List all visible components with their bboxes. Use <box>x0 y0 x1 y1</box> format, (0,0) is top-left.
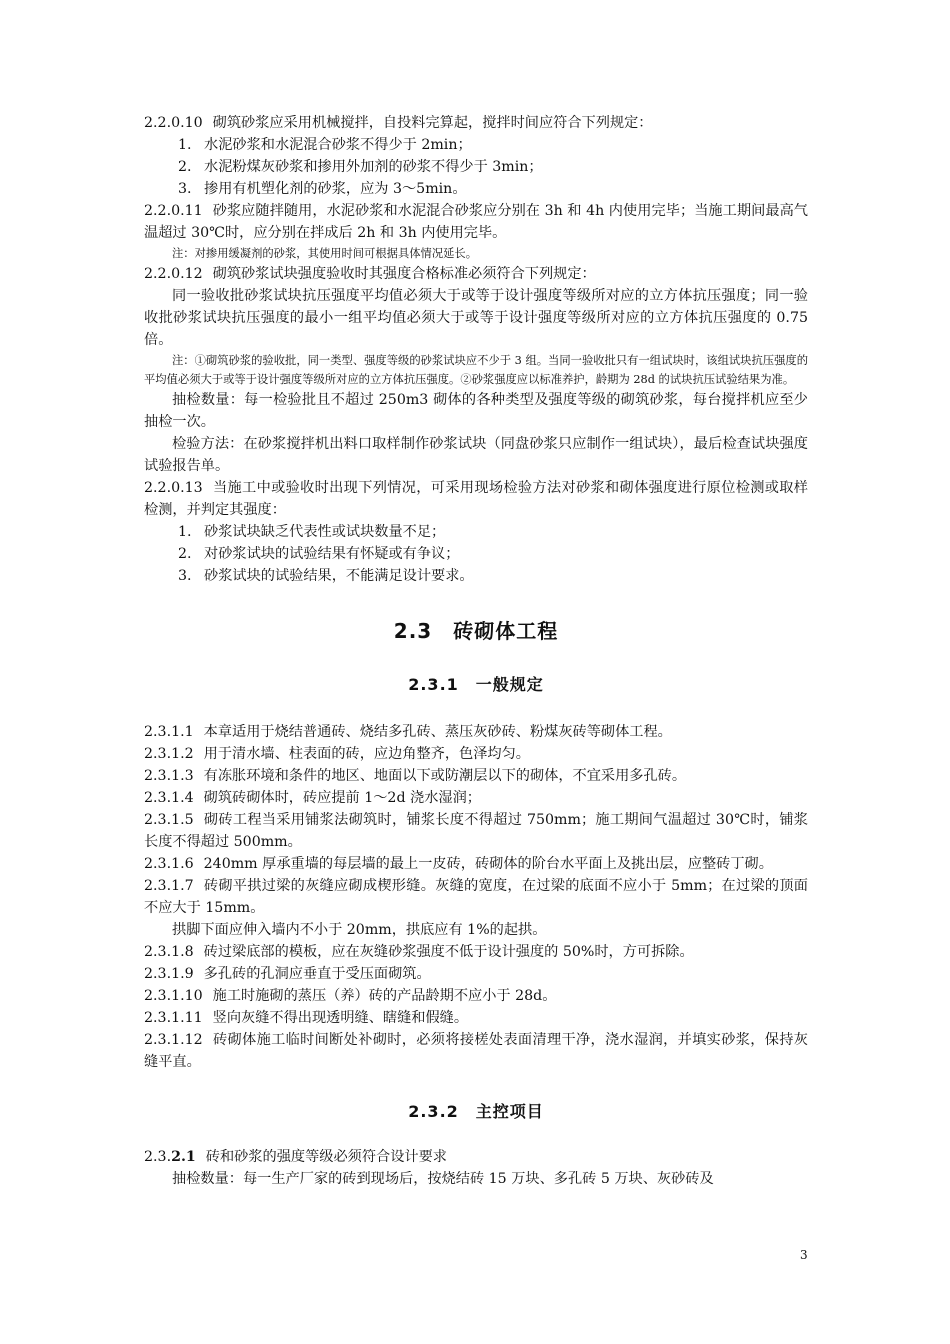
paragraph-method: 检验方法：在砂浆搅拌机出料口取样制作砂浆试块（同盘砂浆只应制作一组试块），最后检查试块强度试验报告单。 <box>144 436 808 474</box>
clause-2-3-2-1: 2.3.2.1 砖和砂浆的强度等级必须符合设计要求 <box>144 1149 447 1165</box>
paragraph-sampling: 抽检数量：每一生产厂家的砖到现场后，按烧结砖 15 万块、多孔砖 5 万块、灰砂砖及 <box>172 1171 714 1187</box>
page-number: 3 <box>800 1248 808 1262</box>
clause-2-3-1-10: 2.3.1.10 施工时施砌的蒸压（养）砖的产品龄期不应小于 28d。 <box>144 988 557 1004</box>
clause-2-3-1-11: 2.3.1.11 竖向灰缝不得出现透明缝、瞎缝和假缝。 <box>144 1010 469 1026</box>
clause-2-2-0-12: 2.2.0.12 砌筑砂浆试块强度验收时其强度合格标准必须符合下列规定： <box>144 266 596 282</box>
clause-2-3-1-4: 2.3.1.4 砌筑砖砌体时，砖应提前 1～2d 浇水湿润； <box>144 790 481 806</box>
clause-2-3-1-2: 2.3.1.2 用于清水墙、柱表面的砖，应边角整齐，色泽均匀。 <box>144 746 530 762</box>
clause-2-3-1-8: 2.3.1.8 砖过梁底部的模板，应在灰缝砂浆强度不低于设计强度的 50%时，方可拆除。 <box>144 944 694 960</box>
heading-2-3: 2.3 砖砌体工程 <box>393 619 559 643</box>
clause-2-3-1-7: 2.3.1.7 砖砌平拱过梁的灰缝应砌成楔形缝。灰缝的宽度，在过梁的底面不应小于 5mm；在过梁的顶面不应大于 15mm。 <box>144 878 808 916</box>
section-2-3-2 <box>144 1146 808 1190</box>
clause-2-3-1-12: 2.3.1.12 砖砌体施工临时间断处补砌时，必须将接槎处表面清理干净，浇水湿润，并填实砂浆，保持灰缝平直。 <box>144 1032 808 1070</box>
section-2-3-1 <box>144 721 808 1073</box>
clause-2-2-0-11: 2.2.0.11 砂浆应随拌随用，水泥砂浆和水泥混合砂浆应分别在 3h 和 4h 内使用完毕；当施工期间最高气温超过 30℃时，应分别在拌成后 2h 和 3h 内使用完毕。 <box>144 203 808 241</box>
paragraph: 拱脚下面应伸入墙内不小于 20mm，拱底应有 1%的起拱。 <box>172 922 547 938</box>
clause-2-2-0-13: 2.2.0.13 当施工中或验收时出现下列情况，可采用现场检验方法对砂浆和砌体强度进行原位检测或取样检测，并判定其强度： <box>144 480 808 518</box>
list-item: 2. 水泥粉煤灰砂浆和掺用外加剂的砂浆不得少于 3min； <box>178 159 543 175</box>
paragraph-sampling: 抽检数量：每一检验批且不超过 250m3 砌体的各种类型及强度等级的砌筑砂浆，每台搅拌机应至少抽检一次。 <box>144 392 808 430</box>
list-item: 3. 掺用有机塑化剂的砂浆，应为 3～5min。 <box>178 181 467 197</box>
heading-2-3-2: 2.3.2 主控项目 <box>408 1102 544 1121</box>
list-item: 1. 水泥砂浆和水泥混合砂浆不得少于 2min； <box>178 137 472 153</box>
section-2-2-0 <box>144 112 808 587</box>
clause-2-3-1-3: 2.3.1.3 有冻胀环境和条件的地区、地面以下或防潮层以下的砌体，不宜采用多孔砖。 <box>144 768 687 784</box>
clause-2-3-1-1: 2.3.1.1 本章适用于烧结普通砖、烧结多孔砖、蒸压灰砂砖、粉煤灰砖等砌体工程。 <box>144 724 672 740</box>
list-item: 3. 砂浆试块的试验结果，不能满足设计要求。 <box>178 568 474 584</box>
paragraph: 同一验收批砂浆试块抗压强度平均值必须大于或等于设计强度等级所对应的立方体抗压强度；同一验收批砂浆试块抗压强度的最小一组平均值必须大于或等于设计强度等级所对应的立方体抗压强度的 0.75 倍。 <box>144 288 808 348</box>
list-item: 2. 对砂浆试块的试验结果有怀疑或有争议； <box>178 546 460 562</box>
note: 注：①砌筑砂浆的验收批，同一类型、强度等级的砂浆试块应不少于 3 组。当同一验收批只有一组试块时，该组试块抗压强度的平均值必须大于或等于设计强度等级所对应的立方体抗压强度。②砂浆强度应以标准养护，龄期为 28d 的试块抗压试验结果为准。 <box>144 354 808 386</box>
list-item: 1. 砂浆试块缺乏代表性或试块数量不足； <box>178 524 446 540</box>
clause-2-2-0-10: 2.2.0.10 砌筑砂浆应采用机械搅拌，自投料完算起，搅拌时间应符合下列规定： <box>144 115 653 131</box>
clause-2-3-1-9: 2.3.1.9 多孔砖的孔洞应垂直于受压面砌筑。 <box>144 966 431 982</box>
clause-2-3-1-6: 2.3.1.6 240mm 厚承重墙的每层墙的最上一皮砖，砖砌体的阶台水平面上及挑出层，应整砖丁砌。 <box>144 856 773 872</box>
clause-2-3-1-5: 2.3.1.5 砌砖工程当采用铺浆法砌筑时，铺浆长度不得超过 750mm；施工期间气温超过 30℃时，铺浆长度不得超过 500mm。 <box>144 812 808 850</box>
document-page <box>144 112 808 1190</box>
heading-2-3-1: 2.3.1 一般规定 <box>408 675 544 694</box>
note: 注：对掺用缓凝剂的砂浆，其使用时间可根据具体情况延长。 <box>172 247 478 260</box>
